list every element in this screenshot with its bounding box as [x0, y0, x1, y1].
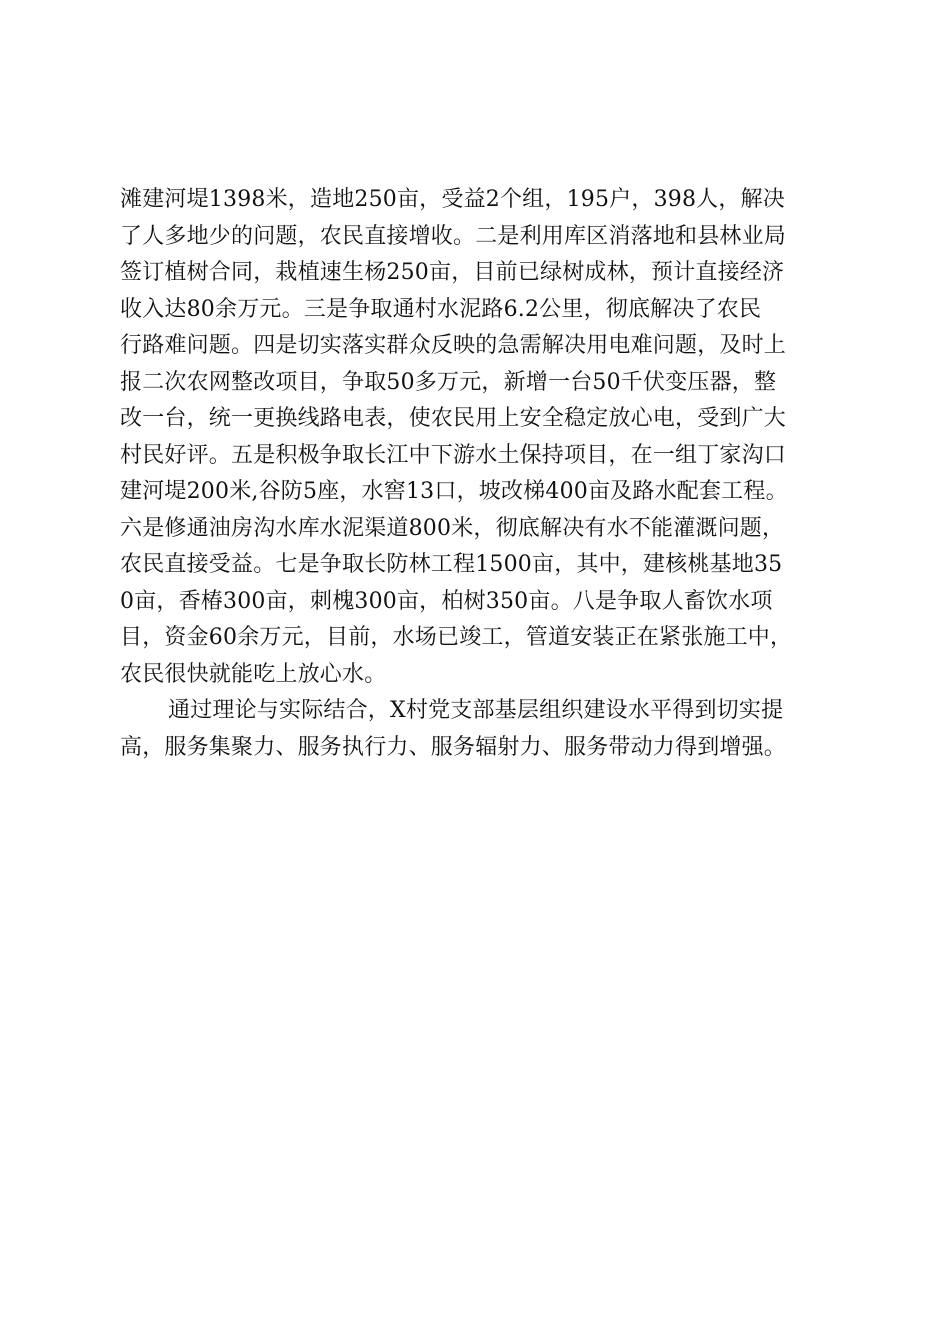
- text-line: 了人多地少的问题，农民直接增收。二是利用库区消落地和县林业局: [120, 223, 787, 249]
- text-line: 签订植树合同，栽植速生杨250亩，目前已绿树成林，预计直接经济: [120, 260, 785, 285]
- text-line: 报二次农网整改项目，争取50多万元，新增一台50千伏变压器，整: [120, 369, 777, 395]
- text-line: 农民直接受益。七是争取长防林工程1500亩，其中，建核桃基地35: [120, 552, 783, 577]
- paragraph-1: [120, 182, 855, 693]
- text-line: 0亩，香椿300亩，刺槐300亩，柏树350亩。八是争取人畜饮水项: [120, 588, 773, 614]
- text-line: 改一台，统一更换线路电表，使农民用上安全稳定放心电，受到广大: [120, 406, 787, 431]
- text-line: 村民好评。五是积极争取长江中下游水土保持项目，在一组丁家沟口: [120, 442, 787, 468]
- document-body: [120, 182, 855, 766]
- paragraph-2: [120, 693, 855, 766]
- text-line: 滩建河堤1398米，造地250亩，受益2个组，195户，398人，解决: [120, 187, 785, 212]
- text-line: 收入达80余万元。三是争取通村水泥路6.2公里，彻底解决了农民: [120, 296, 762, 322]
- text-line: 行路难问题。四是切实落实群众反映的急需解决用电难问题，及时上: [120, 333, 787, 358]
- text-line: 高，服务集聚力、服务执行力、服务辐射力、服务带动力得到增强。: [120, 734, 787, 760]
- text-line: 农民很快就能吃上放心水。: [120, 661, 387, 687]
- text-line: 建河堤200米,谷防5座，水窖13口，坡改梯400亩及路水配套工程。: [120, 479, 788, 504]
- text-line: 目，资金60余万元，目前，水场已竣工，管道安装正在紧张施工中，: [120, 625, 793, 650]
- text-line: 通过理论与实际结合，X村党支部基层组织建设水平得到切实提: [168, 698, 784, 723]
- text-line: 六是修通油房沟水库水泥渠道800米，彻底解决有水不能灌溉问题，: [120, 515, 785, 541]
